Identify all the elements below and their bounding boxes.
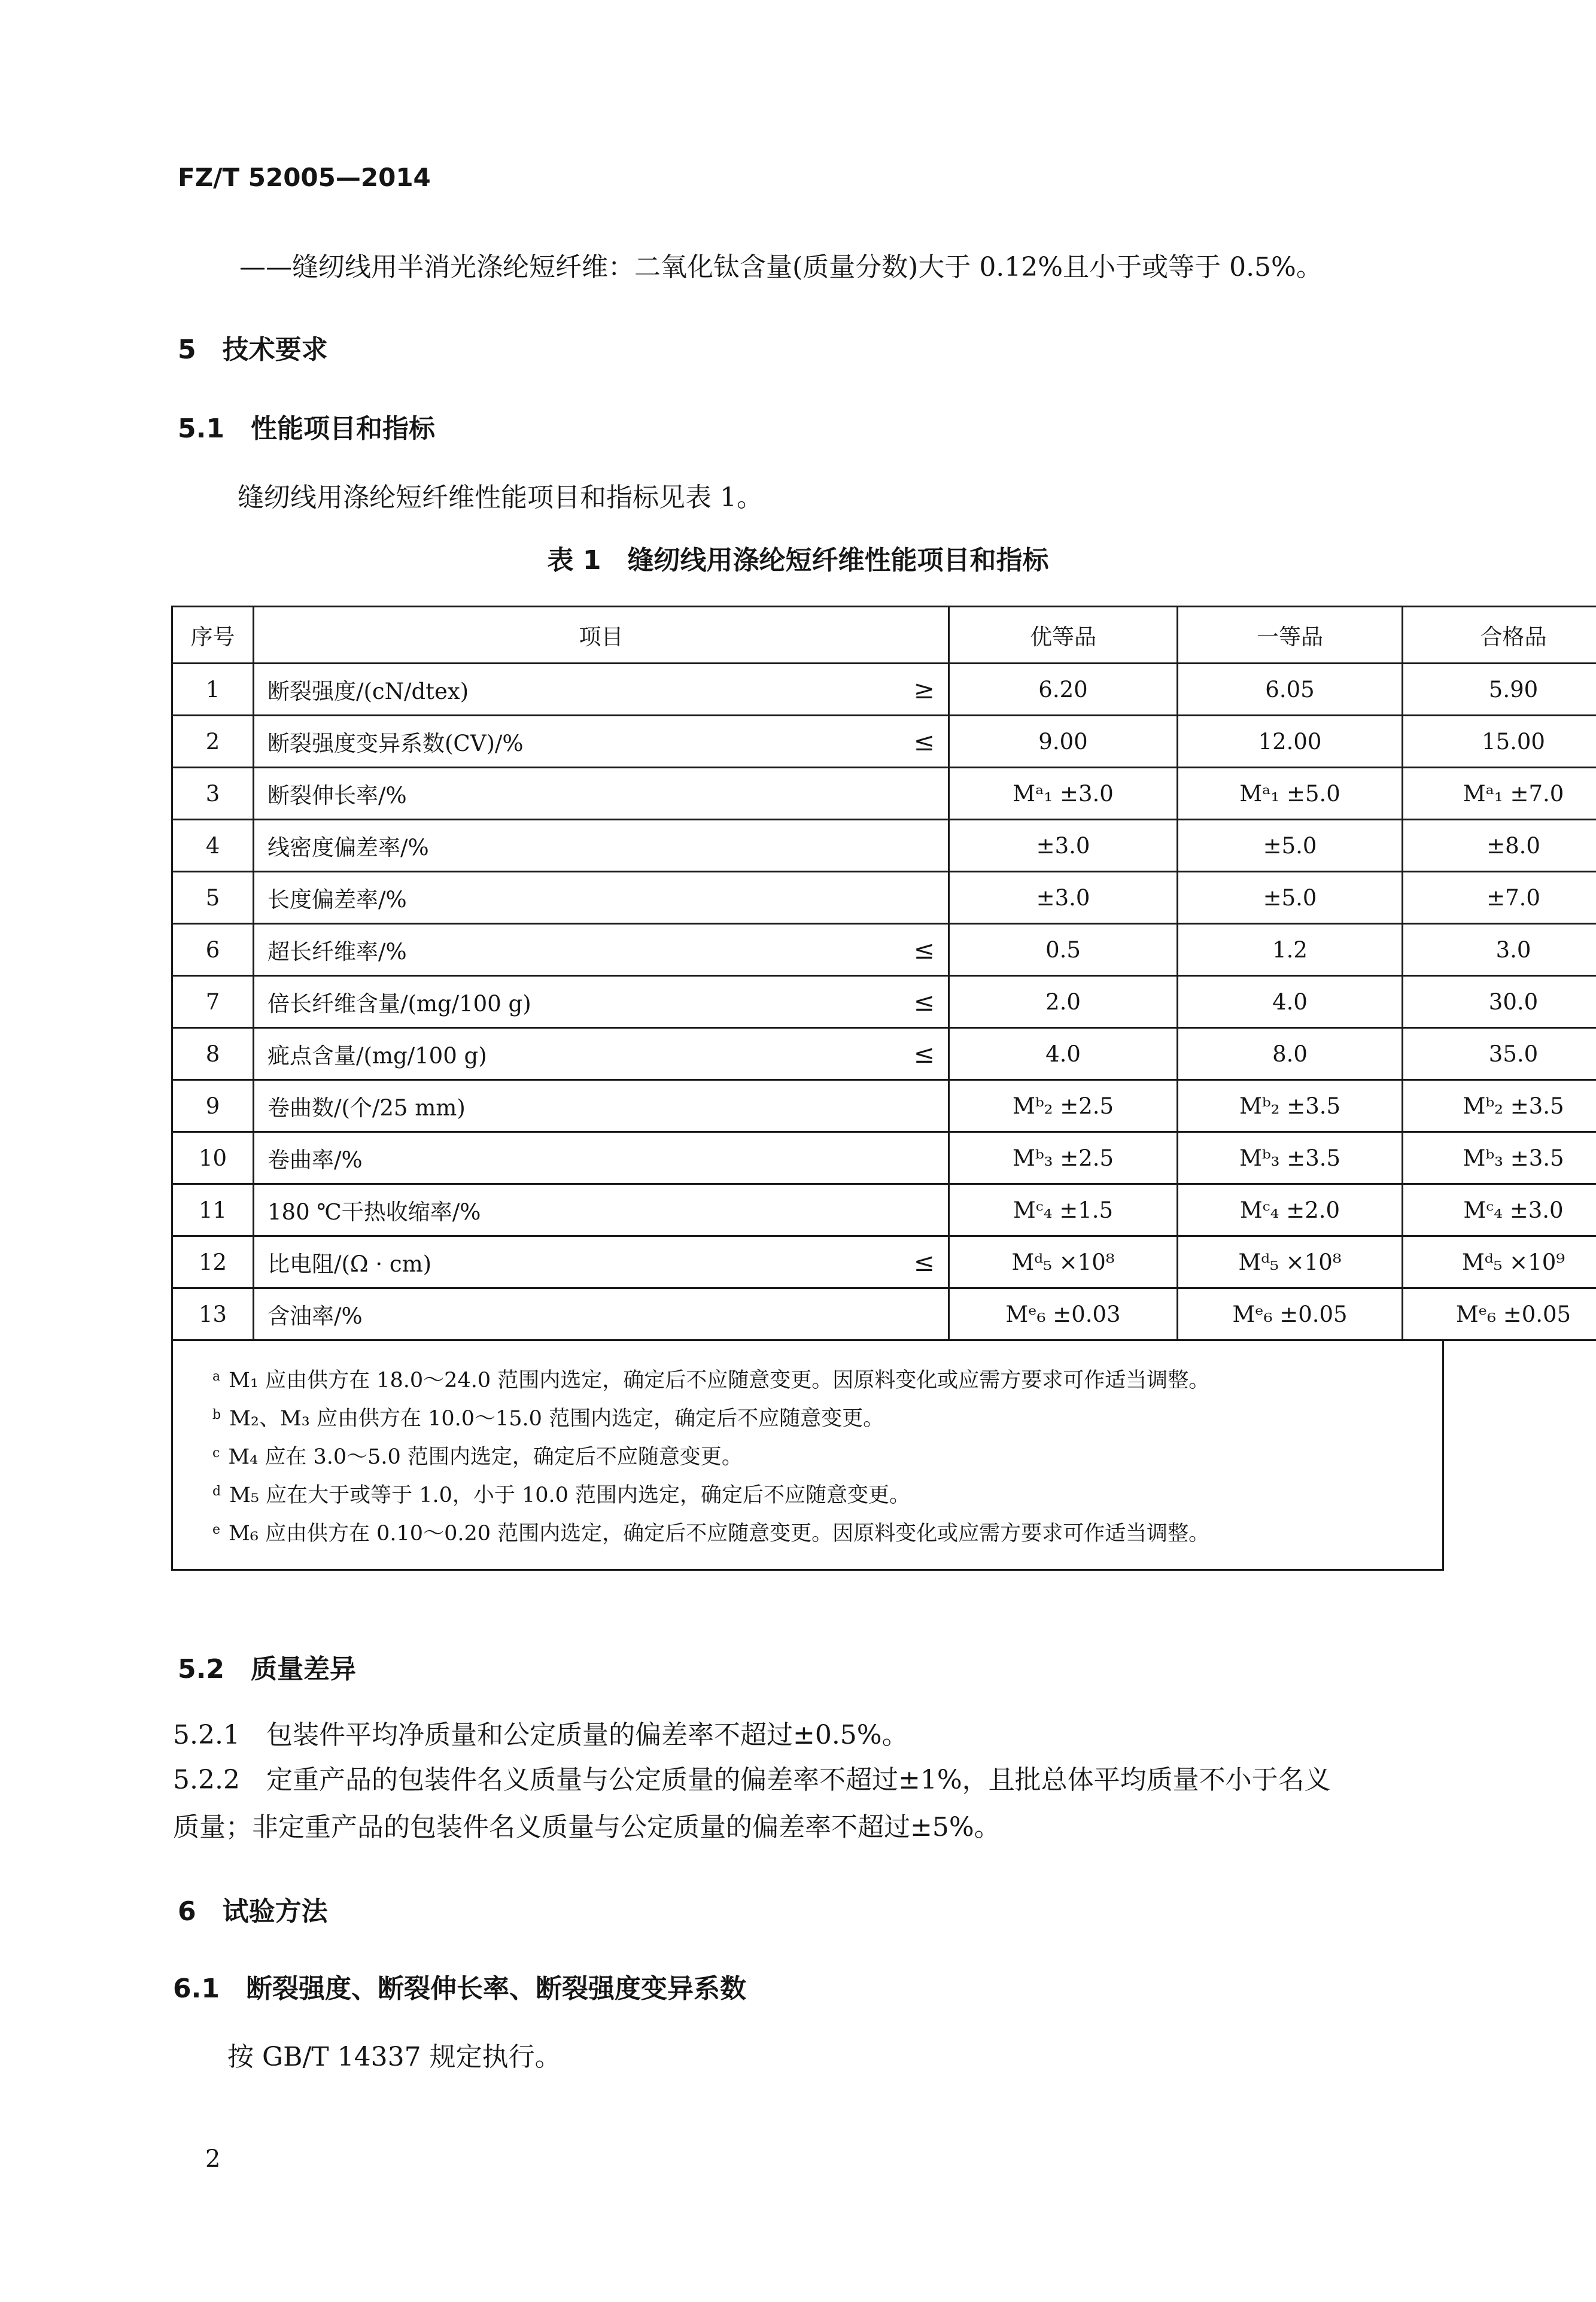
table-row	[172, 664, 1596, 716]
row-value-superior: Mᵉ₆ ±0.03	[949, 1288, 1178, 1340]
note-marker: a	[212, 1369, 221, 1384]
row-number: 8	[172, 1028, 254, 1080]
table-note	[173, 1476, 1442, 1515]
row-inequality: ≤	[709, 1028, 949, 1080]
row-number: 11	[172, 1184, 254, 1236]
row-inequality: ≤	[709, 976, 949, 1028]
header-grade-superior: 优等品	[949, 607, 1178, 664]
row-value-superior: Mᵃ₁ ±3.0	[949, 768, 1178, 820]
row-inequality	[709, 1184, 949, 1236]
table-body	[172, 664, 1596, 1340]
note-marker: d	[212, 1484, 221, 1499]
note-marker: b	[212, 1407, 221, 1422]
page-number: 2	[205, 2145, 221, 2173]
row-number: 2	[172, 716, 254, 768]
row-value-superior: Mᵇ₃ ±2.5	[949, 1132, 1178, 1184]
row-inequality: ≤	[709, 716, 949, 768]
row-item: 超长纤维率/%	[254, 924, 709, 976]
row-value-superior: 6.20	[949, 664, 1178, 716]
note-text: M₆ 应由供方在 0.10～0.20 范围内选定，确定后不应随意变更。因原料变化或应需方要求可作适当调整。	[229, 1522, 1210, 1546]
row-inequality: ≤	[709, 1236, 949, 1288]
note-text: M₂、M₃ 应由供方在 10.0～15.0 范围内选定，确定后不应随意变更。	[229, 1407, 884, 1431]
header-grade-first: 一等品	[1178, 607, 1403, 664]
section-6-heading: 6 试验方法	[178, 1896, 328, 1927]
row-number: 1	[172, 664, 254, 716]
note-marker: c	[212, 1446, 220, 1461]
row-value-qualified: 3.0	[1403, 924, 1596, 976]
row-value-superior: Mᶜ₄ ±1.5	[949, 1184, 1178, 1236]
section-5-2-2-line1: 5.2.2 定重产品的包装件名义质量与公定质量的偏差率不超过±1%，且批总体平均质量不小于名义	[173, 1765, 1331, 1795]
row-number: 13	[172, 1288, 254, 1340]
section-5-2-1: 5.2.1 包装件平均净质量和公定质量的偏差率不超过±0.5%。	[173, 1720, 908, 1750]
row-value-qualified: ±8.0	[1403, 820, 1596, 872]
row-value-qualified: 35.0	[1403, 1028, 1596, 1080]
table-note	[173, 1400, 1442, 1438]
row-value-qualified: Mᵃ₁ ±7.0	[1403, 768, 1596, 820]
row-number: 12	[172, 1236, 254, 1288]
row-value-first: 8.0	[1178, 1028, 1403, 1080]
table-header-row	[172, 607, 1596, 664]
section-5-2-heading: 5.2 质量差异	[178, 1654, 356, 1684]
table-note	[173, 1438, 1442, 1476]
table-caption: 表 1 缝纫线用涤纶短纤维性能项目和指标	[547, 545, 1049, 576]
table-row	[172, 716, 1596, 768]
row-value-qualified: Mᵇ₂ ±3.5	[1403, 1080, 1596, 1132]
row-value-first: Mᵈ₅ ×10⁸	[1178, 1236, 1403, 1288]
standard-header: FZ/T 52005—2014	[178, 163, 431, 192]
table-row	[172, 820, 1596, 872]
table-notes	[171, 1341, 1444, 1571]
row-inequality	[709, 872, 949, 924]
row-value-first: Mᵃ₁ ±5.0	[1178, 768, 1403, 820]
row-inequality	[709, 1080, 949, 1132]
table-row	[172, 768, 1596, 820]
row-number: 4	[172, 820, 254, 872]
row-value-qualified: ±7.0	[1403, 872, 1596, 924]
row-item: 180 ℃干热收缩率/%	[254, 1184, 709, 1236]
row-item: 卷曲数/(个/25 mm)	[254, 1080, 709, 1132]
row-value-superior: Mᵇ₂ ±2.5	[949, 1080, 1178, 1132]
table-note	[173, 1361, 1442, 1400]
row-item: 比电阻/(Ω · cm)	[254, 1236, 709, 1288]
table-row	[172, 1184, 1596, 1236]
header-no: 序号	[172, 607, 254, 664]
table-row	[172, 924, 1596, 976]
row-value-first: 6.05	[1178, 664, 1403, 716]
row-item: 含油率/%	[254, 1288, 709, 1340]
row-value-first: 12.00	[1178, 716, 1403, 768]
row-value-first: 4.0	[1178, 976, 1403, 1028]
row-inequality: ≤	[709, 924, 949, 976]
row-inequality: ≥	[709, 664, 949, 716]
row-inequality	[709, 768, 949, 820]
note-marker: e	[212, 1522, 221, 1537]
row-value-superior: ±3.0	[949, 820, 1178, 872]
row-value-qualified: 30.0	[1403, 976, 1596, 1028]
row-value-first: Mᵇ₂ ±3.5	[1178, 1080, 1403, 1132]
row-value-superior: ±3.0	[949, 872, 1178, 924]
note-text: M₄ 应在 3.0～5.0 范围内选定，确定后不应随意变更。	[228, 1445, 743, 1469]
row-value-first: Mᵇ₃ ±3.5	[1178, 1132, 1403, 1184]
row-value-first: 1.2	[1178, 924, 1403, 976]
row-value-superior: Mᵈ₅ ×10⁸	[949, 1236, 1178, 1288]
row-value-first: Mᵉ₆ ±0.05	[1178, 1288, 1403, 1340]
row-number: 3	[172, 768, 254, 820]
row-value-first: ±5.0	[1178, 820, 1403, 872]
section-6-1-text: 按 GB/T 14337 规定执行。	[227, 2042, 561, 2072]
row-value-qualified: 5.90	[1403, 664, 1596, 716]
table-row	[172, 1080, 1596, 1132]
table-row	[172, 1028, 1596, 1080]
row-value-qualified: Mᵉ₆ ±0.05	[1403, 1288, 1596, 1340]
table-row	[172, 872, 1596, 924]
row-item: 长度偏差率/%	[254, 872, 709, 924]
row-value-qualified: 15.00	[1403, 716, 1596, 768]
row-value-qualified: Mᵈ₅ ×10⁹	[1403, 1236, 1596, 1288]
row-value-superior: 2.0	[949, 976, 1178, 1028]
row-item: 疵点含量/(mg/100 g)	[254, 1028, 709, 1080]
row-value-superior: 9.00	[949, 716, 1178, 768]
table-row	[172, 1288, 1596, 1340]
section-5-1-text: 缝纫线用涤纶短纤维性能项目和指标见表 1。	[238, 482, 763, 513]
note-text: M₅ 应在大于或等于 1.0，小于 10.0 范围内选定，确定后不应随意变更。	[229, 1483, 911, 1507]
row-number: 9	[172, 1080, 254, 1132]
row-number: 5	[172, 872, 254, 924]
row-item: 断裂强度/(cN/dtex)	[254, 664, 709, 716]
row-value-first: ±5.0	[1178, 872, 1403, 924]
table-row	[172, 976, 1596, 1028]
row-number: 6	[172, 924, 254, 976]
table-row	[172, 1236, 1596, 1288]
row-item: 倍长纤维含量/(mg/100 g)	[254, 976, 709, 1028]
table-row	[172, 1132, 1596, 1184]
performance-table	[171, 606, 1571, 1571]
row-inequality	[709, 820, 949, 872]
row-value-superior: 4.0	[949, 1028, 1178, 1080]
section-5-1-heading: 5.1 性能项目和指标	[178, 413, 435, 444]
row-value-superior: 0.5	[949, 924, 1178, 976]
row-number: 7	[172, 976, 254, 1028]
row-inequality	[709, 1288, 949, 1340]
row-value-qualified: Mᶜ₄ ±3.0	[1403, 1184, 1596, 1236]
row-item: 断裂伸长率/%	[254, 768, 709, 820]
header-item: 项目	[254, 607, 949, 664]
table-note	[173, 1515, 1442, 1553]
row-number: 10	[172, 1132, 254, 1184]
note-text: M₁ 应由供方在 18.0～24.0 范围内选定，确定后不应随意变更。因原料变化或应需方要求可作适当调整。	[229, 1369, 1210, 1392]
section-5-heading: 5 技术要求	[178, 334, 328, 365]
row-item: 线密度偏差率/%	[254, 820, 709, 872]
intro-line: ——缝纫线用半消光涤纶短纤维：二氧化钛含量(质量分数)大于 0.12%且小于或等于 0.5%。	[239, 252, 1323, 282]
header-grade-qualified: 合格品	[1403, 607, 1596, 664]
row-item: 卷曲率/%	[254, 1132, 709, 1184]
row-value-first: Mᶜ₄ ±2.0	[1178, 1184, 1403, 1236]
row-inequality	[709, 1132, 949, 1184]
section-5-2-2-line2: 质量；非定重产品的包装件名义质量与公定质量的偏差率不超过±5%。	[173, 1812, 1001, 1842]
row-value-qualified: Mᵇ₃ ±3.5	[1403, 1132, 1596, 1184]
section-6-1-heading: 6.1 断裂强度、断裂伸长率、断裂强度变异系数	[173, 1973, 746, 2004]
row-item: 断裂强度变异系数(CV)/%	[254, 716, 709, 768]
